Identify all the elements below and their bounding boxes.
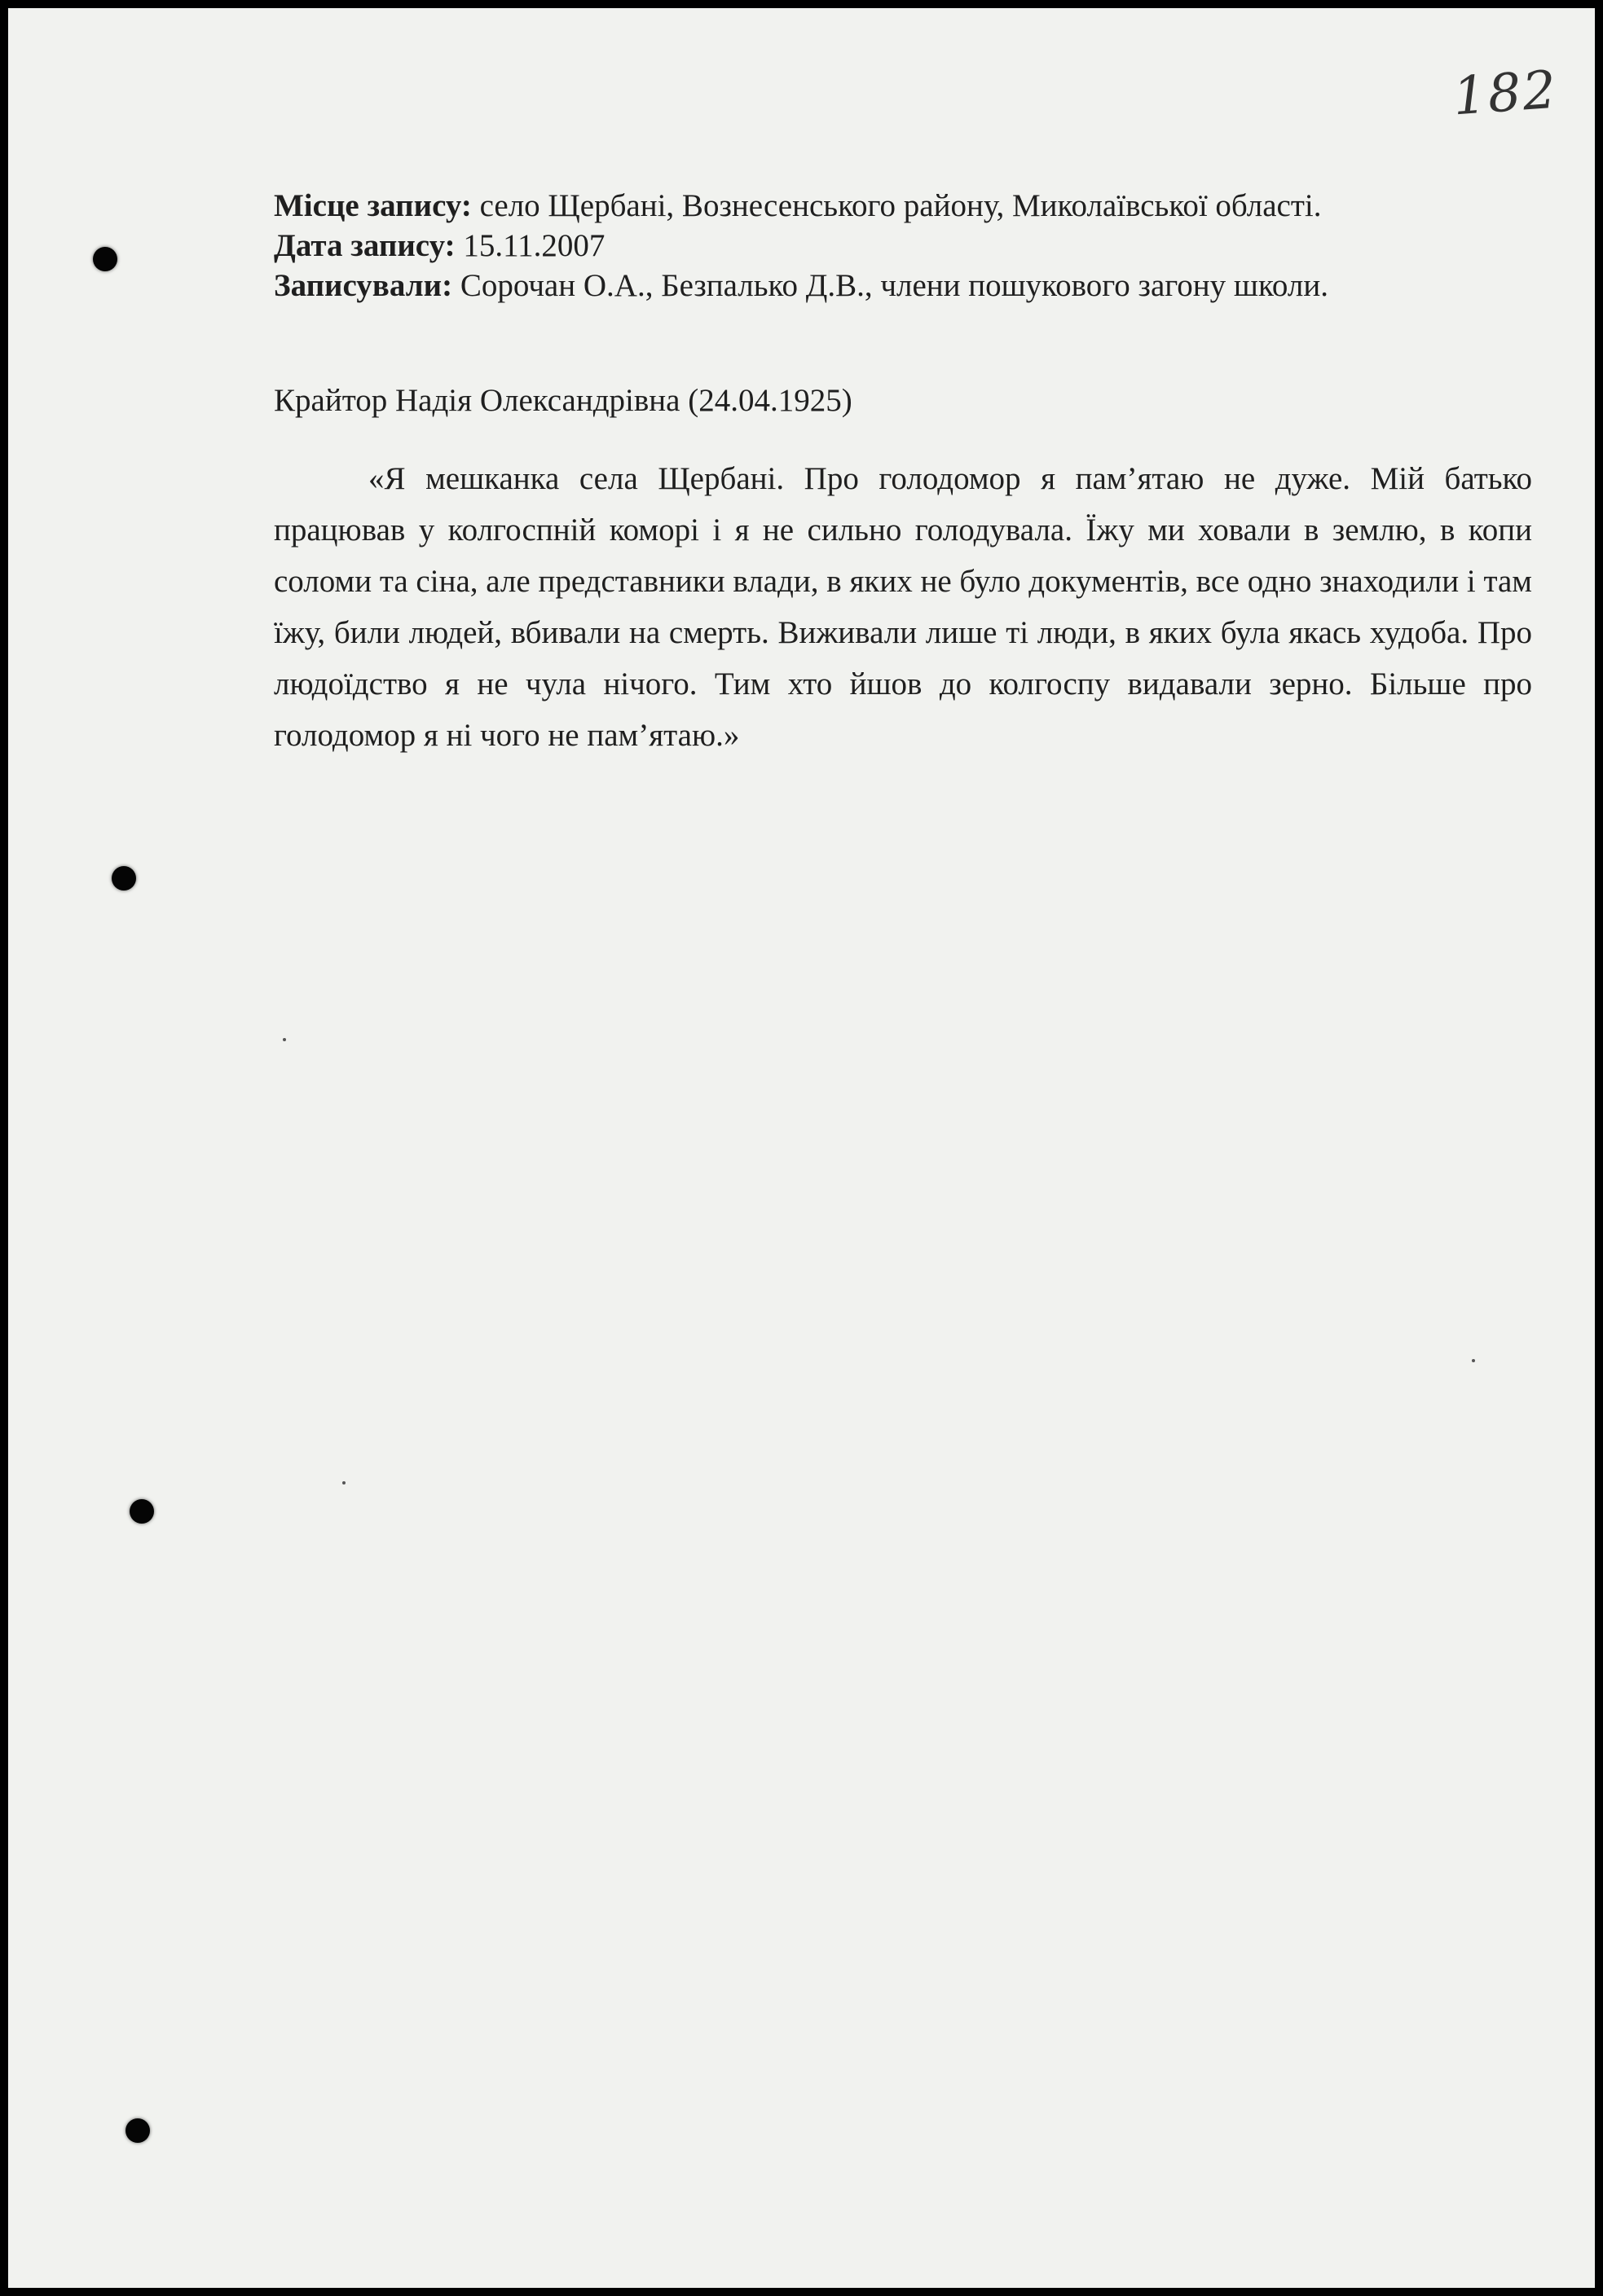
paper-speck (342, 1481, 346, 1484)
informant-name: Крайтор Надія Олександрівна (24.04.1925) (274, 383, 852, 418)
record-recorders-value: Сорочан О.А., Безпалько Д.В., члени пошукового загону школи. (460, 268, 1328, 303)
punch-hole-icon (130, 1499, 154, 1524)
punch-hole-icon (126, 2118, 150, 2143)
paper-speck (283, 1038, 286, 1041)
handwritten-page-number: 182 (1451, 59, 1560, 128)
punch-hole-icon (112, 866, 136, 891)
document-body (274, 186, 1532, 793)
record-date-label: Дата запису: (274, 228, 456, 263)
punch-hole-icon (93, 247, 117, 271)
testimony-text: «Я мешканка села Щербані. Про голодомор я пам’ятаю не дуже. Мій батько працював у колгоспній коморі і я не сильно голодувала. Їжу ми ховали в землю, в копи соломи та сіна, але представники влади, в яких не було документів, все одно знаходили і там їжу, били людей, вбивали на смерть. Виживали лише ті люди, в яких була якась худоба. Про людоїдство я не чула нічого. Тим хто йшов до колгоспу видавали зерно. Більше про голодомор я ні чого не пам’ятаю.» (274, 461, 1532, 753)
record-recorders-label: Записували: (274, 268, 453, 303)
paper-speck (1472, 1359, 1475, 1362)
document-page (8, 8, 1595, 2288)
record-date-line (274, 226, 1532, 266)
record-recorders-line (274, 266, 1532, 306)
record-place-label: Місце запису: (274, 188, 472, 223)
record-date-value: 15.11.2007 (463, 228, 606, 263)
record-place-value: село Щербані, Вознесенського району, Миколаївської області. (479, 188, 1322, 223)
record-place-line (274, 186, 1532, 226)
